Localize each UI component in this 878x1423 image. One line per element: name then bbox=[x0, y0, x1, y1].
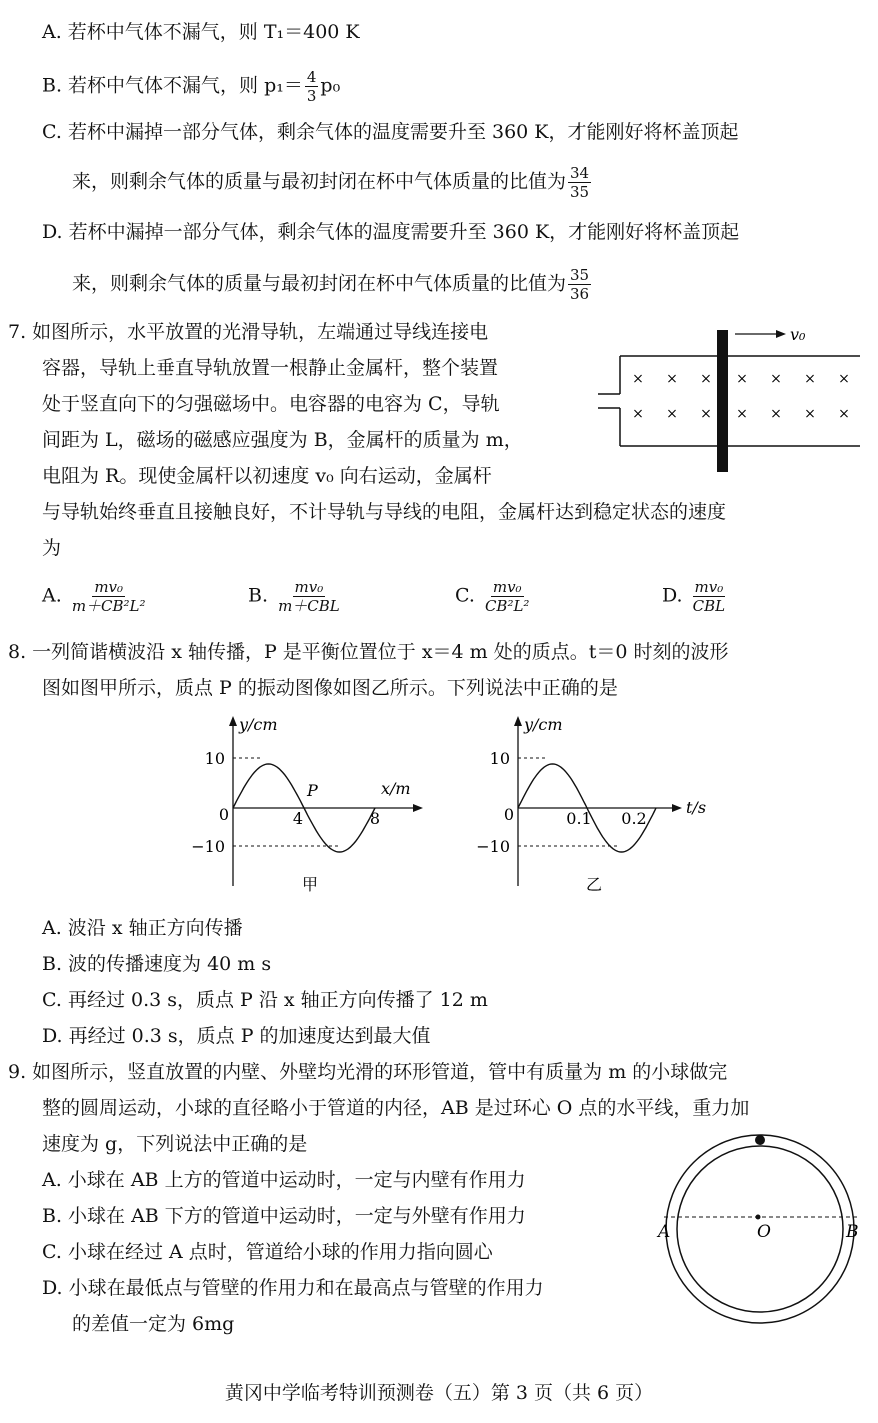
y-tick-neg10: −10 bbox=[191, 837, 225, 856]
q6-option-d-line2 bbox=[72, 266, 593, 303]
center-point-o bbox=[756, 1215, 761, 1220]
x-tick-8: 8 bbox=[369, 809, 381, 828]
field-cross: × bbox=[736, 371, 748, 387]
q7-option-b-fraction bbox=[276, 578, 342, 615]
t-axis-arrowhead bbox=[672, 804, 682, 812]
field-cross: × bbox=[838, 406, 850, 422]
fraction-numerator: mv₀ bbox=[94, 578, 124, 596]
q6-option-b-post: p₀ bbox=[320, 74, 341, 97]
q6-option-b-text: B. 若杯中气体不漏气，则 p₁＝ bbox=[42, 74, 303, 97]
page-footer: 黄冈中学临考特训预测卷（五）第 3 页（共 6 页） bbox=[224, 1382, 654, 1404]
q6-option-b bbox=[42, 68, 340, 105]
fraction-numerator: 4 bbox=[306, 68, 317, 86]
fraction-denominator: m＋CB²L² bbox=[71, 597, 146, 615]
t-tick-0-2: 0.2 bbox=[621, 809, 647, 828]
x-axis-label: x/m bbox=[381, 779, 411, 798]
field-cross: × bbox=[804, 406, 816, 422]
t-tick-0-1: 0.1 bbox=[566, 809, 592, 828]
q9-option-b: B. 小球在 AB 下方的管道中运动时，一定与外壁有作用力 bbox=[42, 1205, 526, 1227]
field-cross: × bbox=[770, 371, 782, 387]
q8-line2: 图如图甲所示，质点 P 的振动图像如图乙所示。下列说法中正确的是 bbox=[42, 677, 618, 699]
field-cross: × bbox=[666, 371, 678, 387]
fraction-numerator: 35 bbox=[570, 266, 590, 284]
v0-label: v₀ bbox=[790, 325, 806, 344]
field-cross: × bbox=[632, 371, 644, 387]
fraction-denominator: 35 bbox=[570, 183, 590, 201]
q7-option-c-fraction bbox=[483, 578, 532, 615]
q9-line3: 速度为 g，下列说法中正确的是 bbox=[42, 1133, 308, 1155]
field-cross: × bbox=[770, 406, 782, 422]
q7-line2: 容器，导轨上垂直导轨放置一根静止金属杆，整个装置 bbox=[42, 357, 499, 379]
q8-option-a: A. 波沿 x 轴正方向传播 bbox=[42, 917, 243, 939]
x-axis-arrowhead bbox=[413, 804, 423, 812]
q9-option-d-line1: D. 小球在最低点与管壁的作用力和在最高点与管壁的作用力 bbox=[42, 1277, 544, 1299]
fraction-numerator: mv₀ bbox=[492, 578, 522, 596]
q6-option-d-line1: D. 若杯中漏掉一部分气体，剩余气体的温度需要升至 360 K，才能刚好将杯盖顶起 bbox=[42, 221, 740, 243]
y-tick-neg10: −10 bbox=[476, 837, 510, 856]
q6-option-c-line1: C. 若杯中漏掉一部分气体，剩余气体的温度需要升至 360 K，才能刚好将杯盖顶起 bbox=[42, 121, 739, 143]
label-a: A bbox=[658, 1222, 671, 1242]
vibration-graph-yi bbox=[476, 708, 726, 898]
fraction-denominator: CB²L² bbox=[484, 597, 530, 615]
ball bbox=[755, 1135, 765, 1145]
x-tick-4: 4 bbox=[292, 809, 304, 828]
q6-option-a: A. 若杯中气体不漏气，则 T₁＝400 K bbox=[42, 21, 360, 43]
q7-option-a-fraction bbox=[70, 578, 148, 615]
label-b: B bbox=[846, 1222, 859, 1242]
q7-line7: 为 bbox=[42, 537, 62, 559]
wave-graph-jia bbox=[191, 708, 435, 898]
q9-option-d-line2: 的差值一定为 6mg bbox=[72, 1313, 235, 1335]
q8-option-c: C. 再经过 0.3 s，质点 P 沿 x 轴正方向传播了 12 m bbox=[42, 989, 488, 1011]
graph-caption-yi: 乙 bbox=[585, 875, 603, 894]
field-cross: × bbox=[632, 406, 644, 422]
fraction-numerator: mv₀ bbox=[694, 578, 724, 596]
q9-line2: 整的圆周运动，小球的直径略小于管道的内径，AB 是过环心 O 点的水平线，重力加 bbox=[42, 1097, 750, 1119]
fraction-denominator: CBL bbox=[692, 597, 726, 615]
y-axis-arrowhead bbox=[514, 716, 522, 726]
field-cross: × bbox=[700, 406, 712, 422]
q7-line1: 7. 如图所示，水平放置的光滑导轨，左端通过导线连接电 bbox=[8, 321, 489, 343]
q6-option-c-text: 来，则剩余气体的质量与最初封闭在杯中气体质量的比值为 bbox=[72, 170, 567, 193]
fraction-denominator: 3 bbox=[306, 87, 317, 105]
option-label: A. bbox=[42, 584, 62, 607]
fraction-numerator: mv₀ bbox=[294, 578, 324, 596]
y-tick-10: 10 bbox=[489, 749, 510, 768]
option-label: B. bbox=[248, 584, 269, 607]
t-axis-label: t/s bbox=[686, 798, 707, 817]
option-label: D. bbox=[662, 584, 683, 607]
q8-option-b: B. 波的传播速度为 40 m s bbox=[42, 953, 272, 975]
q6-option-b-fraction bbox=[305, 68, 319, 105]
q6-option-d-fraction bbox=[568, 266, 591, 303]
q7-line6: 与导轨始终垂直且接触良好，不计导轨与导线的电阻，金属杆达到稳定状态的速度 bbox=[42, 501, 727, 523]
label-o: O bbox=[757, 1222, 771, 1242]
q7-line5: 电阻为 R。现使金属杆以初速度 v₀ 向右运动，金属杆 bbox=[42, 465, 492, 487]
field-cross: × bbox=[666, 406, 678, 422]
q6-option-c-fraction bbox=[568, 164, 591, 201]
graph-caption-jia: 甲 bbox=[301, 875, 319, 894]
field-cross: × bbox=[700, 371, 712, 387]
q8-option-d: D. 再经过 0.3 s，质点 P 的加速度达到最大值 bbox=[42, 1025, 431, 1047]
y-axis-label: y/cm bbox=[524, 715, 563, 734]
velocity-arrowhead bbox=[776, 330, 786, 338]
fraction-numerator: 34 bbox=[570, 164, 590, 182]
y-tick-0: 0 bbox=[218, 805, 229, 824]
q6-option-c-line2 bbox=[72, 164, 593, 201]
field-cross: × bbox=[804, 371, 816, 387]
magnetic-field-crosses bbox=[632, 371, 850, 422]
fraction-denominator: m＋CBL bbox=[278, 597, 340, 615]
point-p-label: P bbox=[307, 781, 318, 800]
q7-option-b bbox=[248, 578, 344, 615]
y-axis-arrowhead bbox=[229, 716, 237, 726]
q7-option-a bbox=[42, 578, 150, 615]
q9-option-c: C. 小球在经过 A 点时，管道给小球的作用力指向圆心 bbox=[42, 1241, 493, 1263]
q7-option-c bbox=[455, 578, 533, 615]
q7-option-d-fraction bbox=[691, 578, 727, 615]
q9-line1: 9. 如图所示，竖直放置的内壁、外壁均光滑的环形管道，管中有质量为 m 的小球做完 bbox=[8, 1061, 728, 1083]
q7-option-d bbox=[662, 578, 729, 615]
q6-option-d-text: 来，则剩余气体的质量与最初封闭在杯中气体质量的比值为 bbox=[72, 272, 567, 295]
option-label: C. bbox=[455, 584, 475, 607]
field-cross: × bbox=[838, 371, 850, 387]
q9-option-a: A. 小球在 AB 上方的管道中运动时，一定与内壁有作用力 bbox=[42, 1169, 526, 1191]
fraction-denominator: 36 bbox=[570, 285, 590, 303]
q7-line4: 间距为 L，磁场的磁感应强度为 B，金属杆的质量为 m， bbox=[42, 429, 523, 451]
q7-diagram bbox=[590, 318, 870, 478]
metal-rod bbox=[717, 330, 728, 472]
y-tick-0: 0 bbox=[503, 805, 514, 824]
q9-ring-diagram bbox=[650, 1125, 870, 1335]
q7-line3: 处于竖直向下的匀强磁场中。电容器的电容为 C，导轨 bbox=[42, 393, 500, 415]
q8-line1: 8. 一列简谐横波沿 x 轴传播，P 是平衡位置位于 x＝4 m 处的质点。t＝0 时刻的波形 bbox=[8, 641, 729, 663]
field-cross: × bbox=[736, 406, 748, 422]
y-axis-label: y/cm bbox=[239, 715, 278, 734]
y-tick-10: 10 bbox=[204, 749, 225, 768]
